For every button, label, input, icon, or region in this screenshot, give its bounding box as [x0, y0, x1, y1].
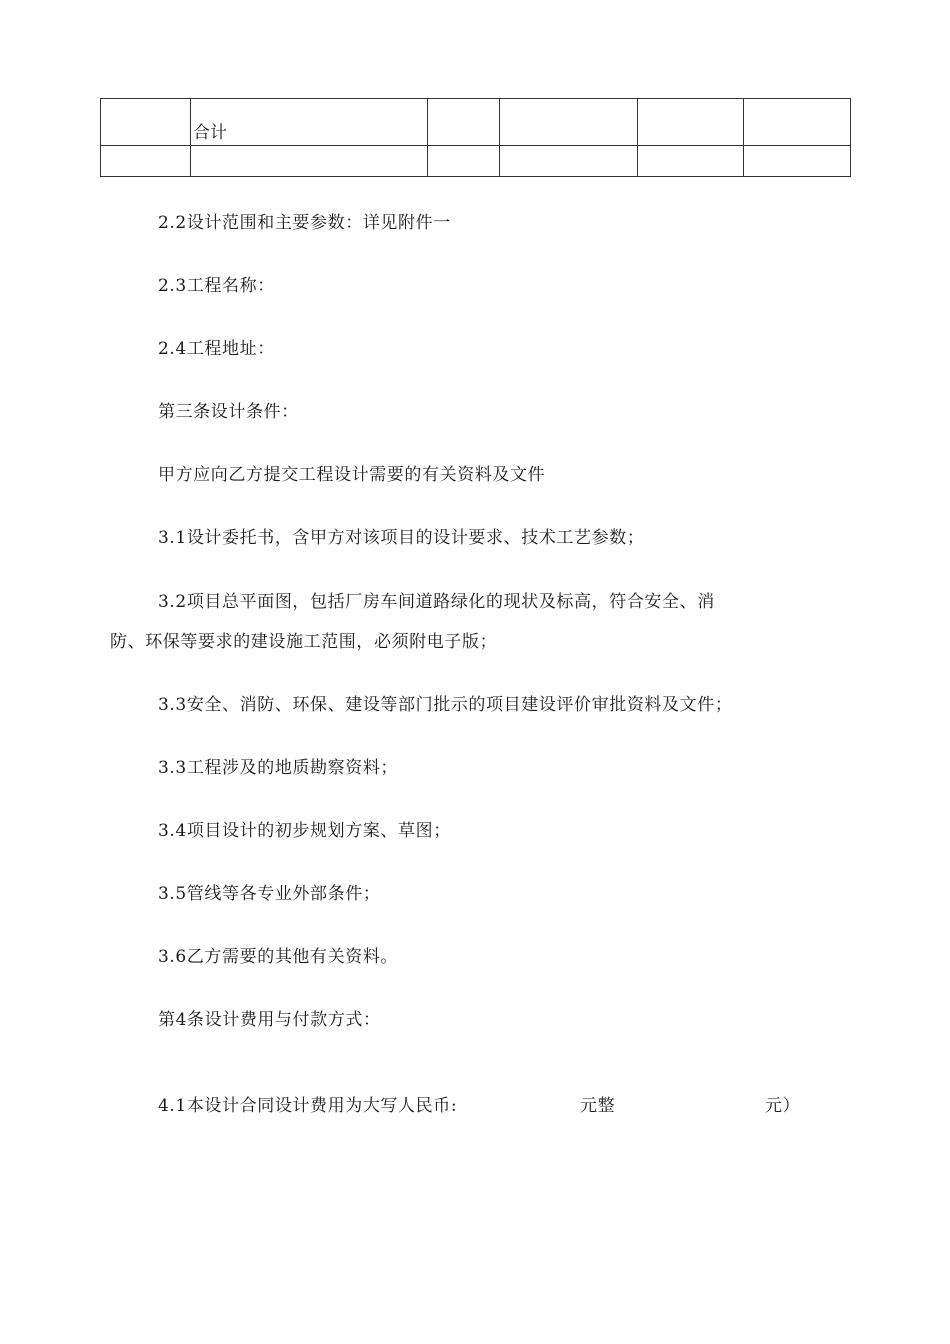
clause-4-1-unit-yuanzheng: 元整: [580, 1096, 616, 1116]
table-cell: [638, 146, 744, 177]
article-3-heading: 第三条设计条件：: [158, 402, 299, 422]
table-cell: [101, 99, 191, 146]
table-row: [101, 99, 851, 146]
total-label: 合计: [193, 123, 227, 143]
clause-3-1: 3.1设计委托书，含甲方对该项目的设计要求、技术工艺参数；: [158, 528, 645, 548]
table-row: [101, 146, 851, 177]
clause-3-2-line1: 3.2项目总平面图，包括厂房车间道路绿化的现状及标高，符合安全、消: [158, 592, 715, 612]
table-cell: [428, 146, 500, 177]
clause-3-4: 3.4项目设计的初步规划方案、草图；: [158, 821, 451, 841]
article-4-heading: 第4条设计费用与付款方式：: [158, 1010, 381, 1030]
table-cell: [101, 146, 191, 177]
clause-3-5: 3.5管线等各专业外部条件；: [158, 884, 381, 904]
clause-3-3a: 3.3安全、消防、环保、建设等部门批示的项目建设评价审批资料及文件；: [158, 695, 733, 715]
clause-4-1: [158, 1096, 858, 1116]
clause-2-4: 2.4工程地址：: [158, 339, 275, 359]
clause-4-1-unit-yuan: 元）: [765, 1096, 801, 1116]
clause-3-6: 3.6乙方需要的其他有关资料。: [158, 947, 399, 967]
table-cell: [744, 146, 851, 177]
total-label-cell: [191, 99, 428, 146]
clause-2-3: 2.3工程名称：: [158, 276, 275, 296]
table-cell: [500, 146, 638, 177]
article-3-intro: 甲方应向乙方提交工程设计需要的有关资料及文件: [158, 465, 546, 485]
table-cell: [191, 146, 428, 177]
clause-3-3b: 3.3工程涉及的地质勘察资料；: [158, 758, 399, 778]
table-cell: [500, 99, 638, 146]
table-cell: [638, 99, 744, 146]
fee-table: [100, 98, 851, 177]
clause-4-1-text: 4.1本设计合同设计费用为大写人民币:: [158, 1096, 458, 1116]
clause-3-2-line2: 防、环保等要求的建设施工范围，必须附电子版；: [110, 632, 498, 652]
table-cell: [428, 99, 500, 146]
table-cell: [744, 99, 851, 146]
clause-2-2: 2.2设计范围和主要参数：详见附件一: [158, 213, 451, 233]
